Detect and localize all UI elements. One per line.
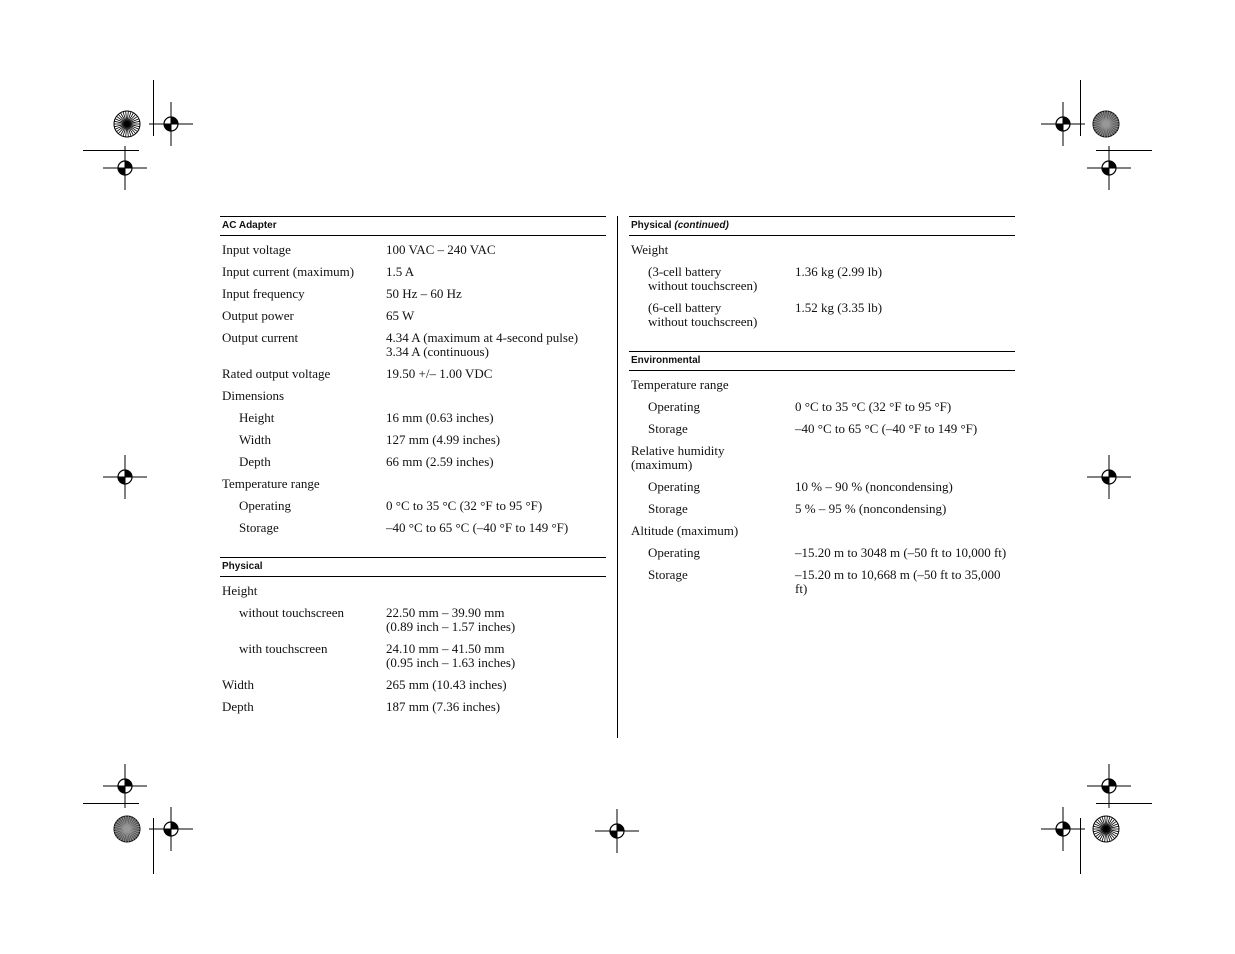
left-column	[220, 216, 606, 736]
crosshair-icon	[1087, 146, 1131, 190]
crop-line	[1080, 80, 1081, 136]
spec-row	[220, 451, 606, 473]
spec-label: Operating	[239, 498, 291, 513]
spec-row	[220, 327, 606, 363]
ac-adapter-rows	[220, 236, 606, 539]
spec-label: Depth	[222, 699, 254, 714]
spec-label: Storage	[648, 421, 688, 436]
spec-row	[220, 305, 606, 327]
column-divider	[617, 216, 618, 738]
crosshair-icon	[1087, 764, 1131, 808]
spec-label: Height	[239, 410, 275, 425]
spec-label: Width	[222, 677, 254, 692]
crosshair-icon	[103, 146, 147, 190]
ac-adapter-heading: AC Adapter	[220, 216, 606, 236]
crosshair-icon	[595, 809, 639, 853]
crosshair-icon	[103, 455, 147, 499]
spec-label: Rated output voltage	[222, 366, 331, 381]
spec-row	[220, 385, 606, 407]
spec-row	[629, 498, 1015, 520]
spec-row	[220, 580, 606, 602]
crosshair-icon	[1041, 807, 1085, 851]
spec-label: Output current	[222, 330, 299, 345]
physical-heading: Physical	[220, 557, 606, 577]
spec-row	[220, 283, 606, 305]
spec-row	[220, 696, 606, 718]
physical-continued-rows	[629, 236, 1015, 333]
color-target-icon	[1092, 815, 1120, 843]
spec-label: Input voltage	[222, 242, 291, 257]
spec-label: Height	[222, 583, 258, 598]
crop-line	[83, 150, 139, 151]
environmental-rows	[629, 371, 1015, 600]
spec-label: with touchscreen	[239, 641, 328, 656]
spec-value: 5 % – 95 % (noncondensing)	[795, 501, 947, 516]
crop-line	[1096, 150, 1152, 151]
spec-row	[629, 239, 1015, 261]
ac-adapter-section	[220, 216, 606, 539]
spec-value: 50 Hz – 60 Hz	[386, 286, 462, 301]
spec-value: 100 VAC – 240 VAC	[386, 242, 496, 257]
crop-line	[1096, 803, 1152, 804]
spec-value: 16 mm (0.63 inches)	[386, 410, 494, 425]
spec-row	[629, 396, 1015, 418]
spec-label: Output power	[222, 308, 294, 323]
spec-value: 10 % – 90 % (noncondensing)	[795, 479, 953, 494]
spec-value: 265 mm (10.43 inches)	[386, 677, 507, 692]
crosshair-icon	[1087, 455, 1131, 499]
spec-row	[220, 363, 606, 385]
spec-label: Input current (maximum)	[222, 264, 355, 279]
spec-label: Altitude (maximum)	[631, 523, 739, 538]
spec-label: Dimensions	[222, 388, 285, 403]
spec-value: –15.20 m to 10,668 m (–50 ft to 35,000 ft)	[795, 567, 1001, 596]
spec-label: without touchscreen	[239, 605, 345, 620]
spec-label: Weight	[631, 242, 669, 257]
spec-label: Storage	[239, 520, 279, 535]
physical-continued-heading	[629, 216, 1015, 236]
spec-row	[629, 418, 1015, 440]
crop-line	[83, 803, 139, 804]
spec-row	[629, 440, 1015, 476]
spec-value: 22.50 mm – 39.90 mm (0.89 inch – 1.57 inches)	[386, 605, 516, 634]
spec-value	[795, 444, 1015, 472]
spec-row	[629, 297, 1015, 333]
spec-label: Operating	[648, 545, 700, 560]
color-target-icon	[113, 815, 141, 843]
environmental-section	[629, 351, 1015, 600]
spec-row	[629, 542, 1015, 564]
spec-row	[629, 476, 1015, 498]
spec-label: Storage	[648, 567, 688, 582]
spec-value: 187 mm (7.36 inches)	[386, 699, 501, 714]
spec-row	[220, 674, 606, 696]
spec-value	[386, 389, 606, 403]
spec-row	[220, 239, 606, 261]
continued-label: (continued)	[674, 220, 729, 231]
spec-value: 1.5 A	[386, 264, 415, 279]
spec-value	[386, 477, 606, 491]
spec-value	[795, 378, 1015, 392]
spec-value: –15.20 m to 3048 m (–50 ft to 10,000 ft)	[795, 545, 1007, 560]
spec-row	[629, 261, 1015, 297]
spec-label: (3-cell battery without touchscreen)	[648, 264, 758, 293]
color-target-icon	[113, 110, 141, 138]
spec-row	[220, 495, 606, 517]
spec-value: 127 mm (4.99 inches)	[386, 432, 501, 447]
crop-line	[153, 818, 154, 874]
right-column	[629, 216, 1015, 618]
spec-label: Depth	[239, 454, 271, 469]
crosshair-icon	[1041, 102, 1085, 146]
spec-value: 1.52 kg (3.35 lb)	[795, 300, 883, 315]
spec-row	[629, 564, 1015, 600]
environmental-heading: Environmental	[629, 351, 1015, 371]
spec-label: (6-cell battery without touchscreen)	[648, 300, 758, 329]
spec-row	[220, 407, 606, 429]
spec-value: –40 °C to 65 °C (–40 °F to 149 °F)	[795, 421, 978, 436]
crosshair-icon	[149, 102, 193, 146]
spec-row	[629, 374, 1015, 396]
spec-label: Storage	[648, 501, 688, 516]
spec-label: Width	[239, 432, 271, 447]
crop-line	[153, 80, 154, 136]
crosshair-icon	[103, 764, 147, 808]
spec-value: 1.36 kg (2.99 lb)	[795, 264, 883, 279]
spec-row	[220, 473, 606, 495]
physical-rows	[220, 577, 606, 718]
spec-label: Input frequency	[222, 286, 305, 301]
spec-label: Operating	[648, 399, 700, 414]
physical-section	[220, 557, 606, 718]
spec-value: 0 °C to 35 °C (32 °F to 95 °F)	[795, 399, 952, 414]
spec-value: –40 °C to 65 °C (–40 °F to 149 °F)	[386, 520, 569, 535]
spec-row	[220, 638, 606, 674]
spec-row	[220, 517, 606, 539]
physical-continued-section	[629, 216, 1015, 333]
spec-row	[220, 261, 606, 283]
spec-row	[220, 602, 606, 638]
spec-label: Temperature range	[631, 377, 729, 392]
spec-row	[220, 429, 606, 451]
spec-value: 66 mm (2.59 inches)	[386, 454, 494, 469]
crop-line	[1080, 818, 1081, 874]
spec-value: 19.50 +/– 1.00 VDC	[386, 366, 493, 381]
physical-continued-title: Physical	[631, 220, 672, 231]
spec-row	[629, 520, 1015, 542]
spec-label: Relative humidity (maximum)	[631, 443, 725, 472]
spec-value: 65 W	[386, 308, 415, 323]
spec-value: 0 °C to 35 °C (32 °F to 95 °F)	[386, 498, 543, 513]
spec-value: 4.34 A (maximum at 4-second pulse) 3.34 A (continuous)	[386, 330, 579, 359]
spec-value	[386, 584, 606, 598]
spec-label: Operating	[648, 479, 700, 494]
spec-value	[795, 243, 1015, 257]
spec-value: 24.10 mm – 41.50 mm (0.95 inch – 1.63 inches)	[386, 641, 516, 670]
spec-value	[795, 524, 1015, 538]
crosshair-icon	[149, 807, 193, 851]
color-target-icon	[1092, 110, 1120, 138]
spec-label: Temperature range	[222, 476, 320, 491]
